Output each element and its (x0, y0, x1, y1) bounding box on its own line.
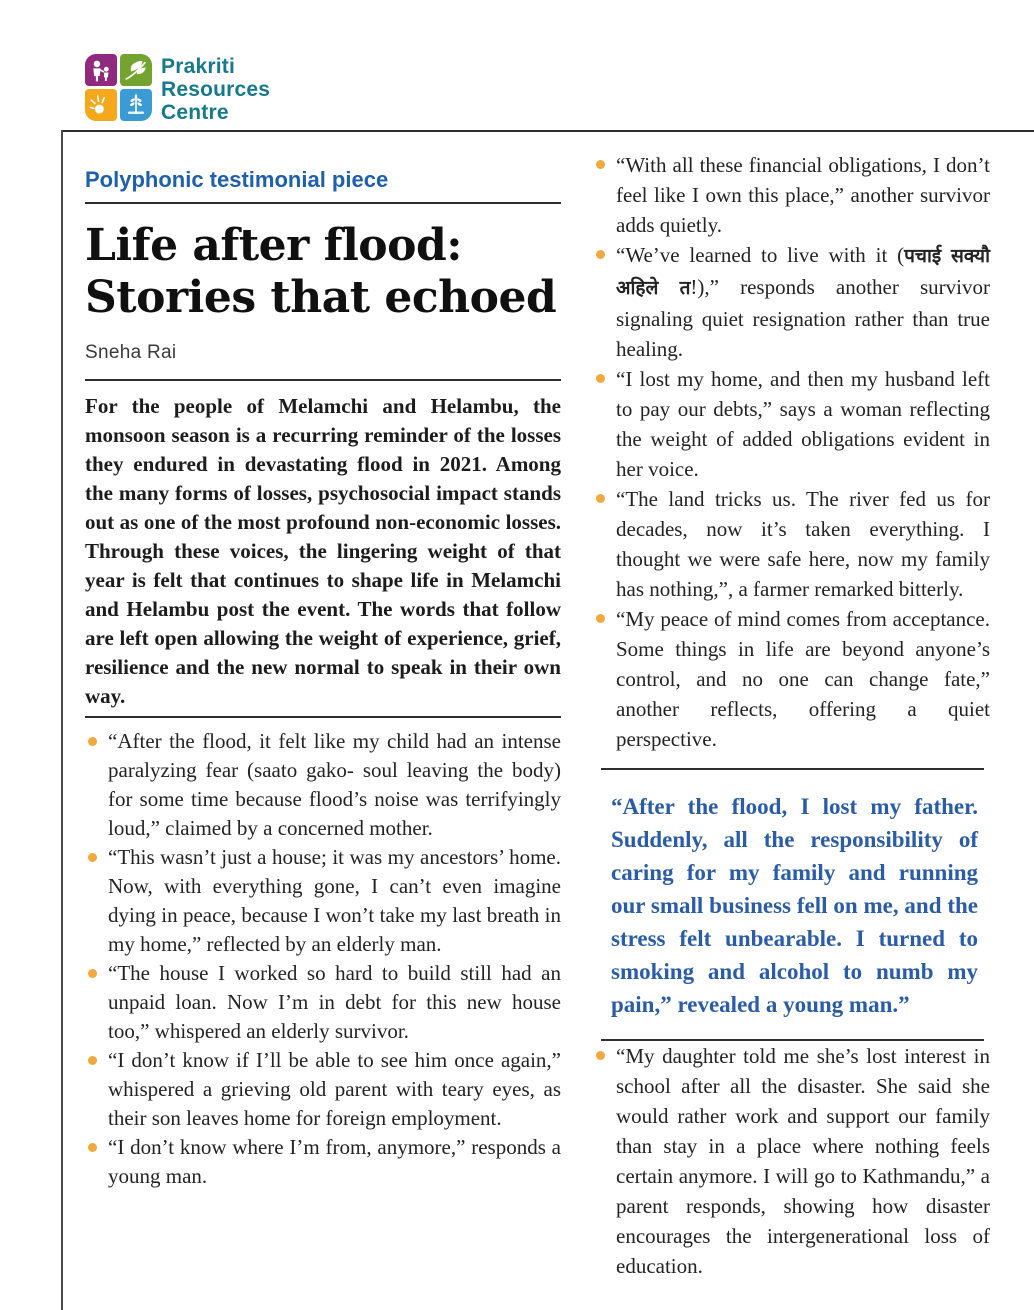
leaf-icon (120, 54, 152, 86)
family-icon (85, 54, 117, 86)
intro-paragraph: For the people of Melamchi and Helambu, the monsoon season is a recurring reminder of the losses they endured in devastating flood in 2021. Among the many forms of losses, psychosocial impact stands out as one of the most profound non-economic losses. Through these voices, the lingering weight of that year is felt that continues to shape life in Melamchi and Helambu post the event. The words that follow are left open allowing the weight of experience, grief, resilience and the new normal to speak in their own way. (85, 394, 561, 708)
quote-post: !),” responds another survivor signaling quiet resignation rather than true healing. (616, 275, 990, 361)
pull-quote: “After the flood, I lost my father. Suddenly, all the responsibility of caring for my family and running our small business fell on me, and the stress felt unbearable. I turned to smoking and alcohol to numb my pain,” revealed a young man.” (611, 794, 978, 1017)
testimonial-item: “I lost my home, and then my husband left to pay our debts,” says a woman reflecting the weight of added obligations evident in her voice. (593, 364, 990, 484)
right-column (593, 150, 990, 1281)
sun-icon (85, 89, 117, 121)
wheat-icon (120, 89, 152, 121)
nepali-phrase: पचाई सक्यौ अहिले त (616, 246, 990, 299)
intro-rule (85, 716, 561, 718)
author-rule (85, 379, 561, 381)
testimonial-item (593, 240, 990, 364)
author-byline: Sneha Rai (85, 342, 177, 363)
kicker-rule (85, 202, 561, 204)
testimonial-list-right (593, 150, 990, 754)
kicker: Polyphonic testimonial piece (85, 167, 389, 192)
logo-line-1: Prakriti (161, 55, 235, 78)
testimonial-item: “This wasn’t just a house; it was my ancestors’ home. Now, with everything gone, I can’t even imagine dying in peace, because I won’t take my last breath in my home,” reflected by an elderly man. (85, 843, 561, 959)
testimonial-list-right-bottom (593, 1041, 990, 1281)
testimonial-item: “I don’t know if I’ll be able to see him once again,” whispered a grieving old parent with teary eyes, as their son leaves home for foreign employment. (85, 1046, 561, 1133)
prc-logo-tiles (85, 54, 152, 121)
testimonial-item: “After the flood, it felt like my child had an intense paralyzing fear (saato gako- soul leaving the body) for some time because flood’s noise was terrifyingly loud,” claimed by a concerned mother. (85, 727, 561, 843)
quote-pre: “We’ve learned to live with it ( (616, 243, 905, 267)
testimonial-item: “With all these financial obligations, I don’t feel like I own this place,” another survivor adds quietly. (593, 150, 990, 240)
left-column (85, 168, 561, 1191)
testimonial-item: “My daughter told me she’s lost interest in school after all the disaster. She said she would rather work and support our family than stay in a place where nothing feels certain anymore. I will go to Kathmandu,” a parent responds, showing how disaster encourages the intergenerational loss of education. (593, 1041, 990, 1281)
testimonial-item: “The land tricks us. The river fed us for decades, now it’s taken everything. I thought we were safe here, now my family has nothing,”, a farmer remarked bitterly. (593, 484, 990, 604)
page-title: Life after flood: Stories that echoed (85, 220, 557, 323)
header-rule (61, 130, 1034, 132)
prc-logo-wordmark (161, 55, 270, 124)
testimonial-item: “My peace of mind comes from acceptance. Some things in life are beyond anyone’s control, and no one can change fate,” another reflects, offering a quiet perspective. (593, 604, 990, 754)
testimonial-item: “The house I worked so hard to build still had an unpaid loan. Now I’m in debt for this new house too,” whispered an elderly survivor. (85, 959, 561, 1046)
logo-line-3: Centre (161, 101, 229, 124)
logo-line-2: Resources (161, 78, 271, 101)
testimonial-item: “I don’t know where I’m from, anymore,” responds a young man. (85, 1133, 561, 1191)
pull-quote-section (601, 768, 984, 1041)
testimonial-list-left (85, 727, 561, 1191)
prc-logo (85, 54, 270, 124)
page-left-border-rule (61, 130, 63, 1310)
